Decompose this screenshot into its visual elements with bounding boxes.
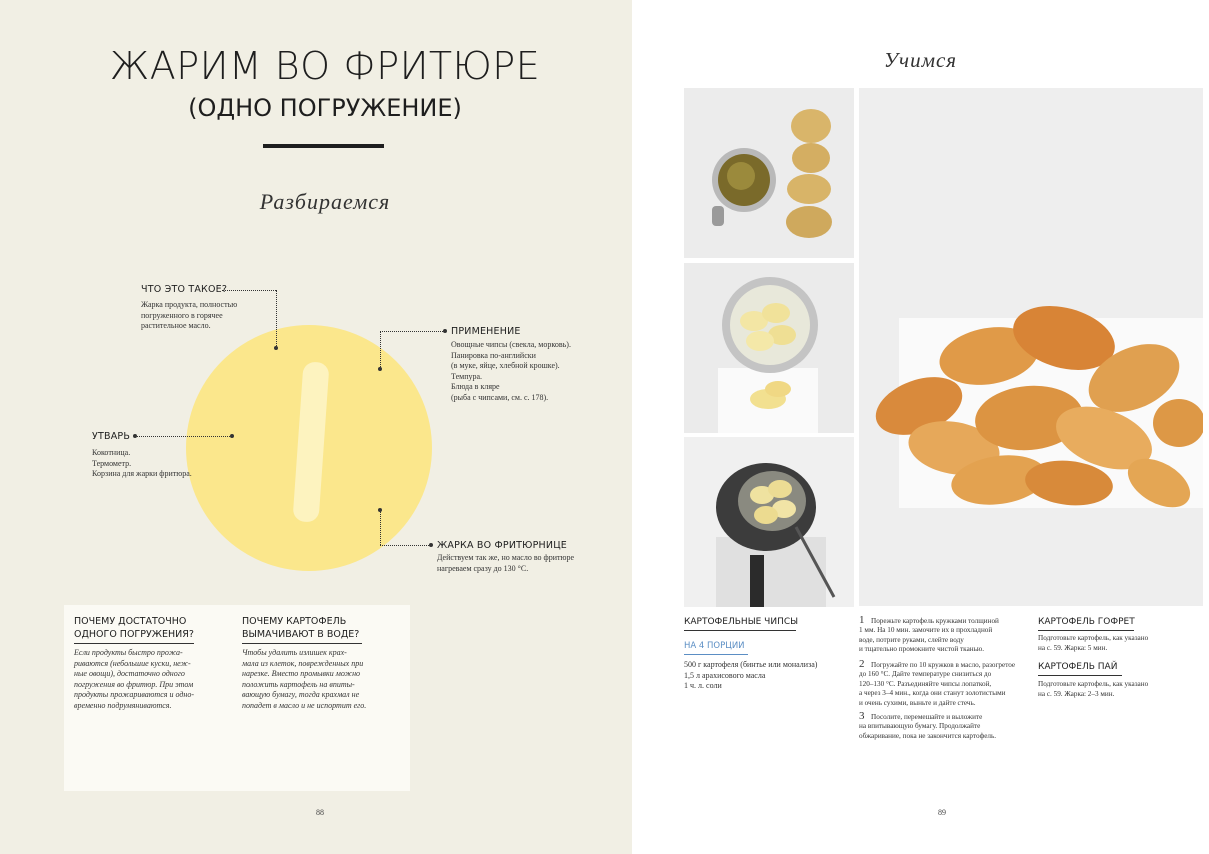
info-text [242,648,392,711]
text-line: мала из клеток, поврежденных при [242,658,364,668]
text-line: погружения во фритюр. При этом [74,679,194,689]
variant-paille-title: КАРТОФЕЛЬ ПАЙ [1038,662,1118,672]
info-column-one-dip [74,615,224,711]
page-subtitle: (ОДНО ПОГРУЖЕНИЕ) [188,94,462,122]
text-line: Действуем так же, но масло во фритюре [437,553,575,562]
text-line: Овощные чипсы (свекла, морковь). [451,340,571,349]
text-line: риваются (небольшие куски, неж- [74,658,191,668]
text-line: Панировка по-английски [451,350,536,360]
step-1-text-cont [859,626,992,655]
text-line: обжаривание, пока не закончится картофель. [859,731,997,740]
text-line: Термометр. [92,458,132,468]
text-line: Посолите, перемешайте и выложите [871,713,983,721]
info-heading [74,615,224,641]
text-line: Жарка продукта, полностью [141,300,238,309]
ingredient-item: 1 ч. л. соли [684,681,722,690]
callout-fryer-text [437,553,574,574]
callout-tools-text [92,448,192,480]
leader-line [137,436,232,437]
text-line: погруженного в горячее [141,310,223,320]
leader-line [380,545,431,546]
text-line: а через 3–4 мин., когда они станут золотистыми [859,689,1006,697]
text-line: Подготовьте картофель, как указано [1038,680,1149,688]
callout-usage-text [451,340,571,403]
text-line: Блюда в кляре [451,382,500,391]
text-line: Порежьте картофель кружками толщиной [871,617,999,625]
text-line: на впитывающую бумагу. Продолжайте [859,722,981,730]
heading-underline [242,643,362,644]
leader-line [276,290,277,348]
info-heading [242,615,392,641]
text-line: вающую бумагу, тогда крахмал не [242,690,360,699]
variant-underline [1038,675,1122,676]
heading-line: ПОЧЕМУ ДОСТАТОЧНО [74,616,187,627]
text-line: нагреваем сразу до 130 °С. [437,563,529,573]
text-line: временно подрумяниваются. [74,700,172,710]
variant-gaufrette-title: КАРТОФЕЛЬ ГОФРЕТ [1038,617,1135,627]
text-line: Подготовьте картофель, как указано [1038,634,1149,642]
leader-dot [230,434,234,438]
variant-gaufrette-text [1038,634,1148,653]
text-line: и очень сухими, выньте и дайте стечь. [859,698,976,707]
text-line: ные овощи), достаточно одного [74,669,185,678]
text-line: Темпура. [451,371,483,381]
photo-finished-chips [859,88,1203,606]
heading-underline [74,643,194,644]
photo-frying-basket [684,437,854,607]
text-line: и тщательно промокните чистой тканью. [859,645,985,653]
leader-dot [274,346,278,350]
callout-what-text [141,300,237,332]
frying-diagram [0,0,632,600]
text-line: 120–130 °С. Разъединяйте чипсы лопаткой, [859,679,992,688]
leader-line [380,331,381,369]
text-line: (в муке, яйце, хлебной крошке). [451,361,560,370]
right-page [632,0,1209,854]
text-line: нарезке. Вместо промывки можно [242,669,361,678]
photo-soaked-slices-image [684,263,854,433]
page-number-right: 89 [938,808,946,817]
step-number: 3 [859,710,865,722]
heading-line: ПОЧЕМУ КАРТОФЕЛЬ [242,616,347,627]
variant-paille-text [1038,680,1148,699]
text-line: Корзина для жарки фритюра. [92,469,192,478]
leader-dot [378,367,382,371]
text-line: положить картофель на впиты- [242,679,355,689]
ingredients-list [684,660,817,692]
callout-usage-heading: ПРИМЕНЕНИЕ [451,326,521,337]
step-number: 1 [859,614,865,626]
section-title-uchimsya: Учимся [883,48,958,72]
text-line: 1 мм. На 10 мин. замочите их в прохладной [859,626,993,634]
photo-potatoes-and-oil [684,88,854,258]
heading-line: ОДНОГО ПОГРУЖЕНИЯ? [74,629,194,640]
photo-potatoes-and-oil-image [684,88,854,258]
step-2-text-cont [859,670,1005,708]
callout-tools-heading: УТВАРЬ [92,431,131,442]
recipe-title: КАРТОФЕЛЬНЫЕ ЧИПСЫ [684,617,799,627]
page-title: ЖАРИМ ВО ФРИТЮРЕ [109,44,541,88]
leader-line [222,290,276,291]
text-line: попадет в масло и не испортит его. [242,700,367,710]
photo-frying-basket-image [684,437,854,607]
ingredient-item: 500 г картофеля (бинтье или монализа) [684,660,818,669]
text-line: (рыба с чипсами, см. с. 178). [451,392,549,402]
info-box [64,605,410,791]
recipe-portions: НА 4 ПОРЦИИ [684,641,745,651]
leader-line [380,510,381,545]
info-text [74,648,224,711]
callout-what-heading: ЧТО ЭТО ТАКОЕ? [141,284,228,295]
callout-fryer-heading: ЖАРКА ВО ФРИТЮРНИЦЕ [437,540,567,551]
variant-underline [1038,630,1134,631]
text-line: воде, потрите руками, слейте воду [859,635,964,644]
heading-line: ВЫМАЧИВАЮТ В ВОДЕ? [242,629,360,640]
photo-finished-chips-image [859,88,1203,606]
section-title-razbiraemsya: Разбираемся [259,189,391,214]
leader-line [380,331,445,332]
text-line: растительное масло. [141,321,211,330]
leader-dot [429,543,433,547]
step-number: 2 [859,658,865,670]
text-line: продукты прожариваются и одно- [74,690,195,699]
text-line: Если продукты быстро прожа- [74,648,183,657]
ingredient-item: 1,5 л арахисового масла [684,670,766,680]
text-line: Чтобы удалить излишек крах- [242,648,347,657]
step-3-text-cont [859,722,996,741]
text-line: на с. 59. Жарка: 2–3 мин. [1038,689,1115,698]
text-line: до 160 °С. Дайте температуре снизиться до [859,670,992,678]
text-line: на с. 59. Жарка: 5 мин. [1038,643,1108,652]
photo-soaked-slices [684,263,854,433]
text-line: Погружайте по 10 кружков в масло, разогретое [871,661,1016,669]
recipe-title-underline [684,630,796,631]
leader-dot [443,329,447,333]
page-number-left: 88 [316,808,324,817]
text-line: Кокотница. [92,448,131,457]
info-column-soaking [242,615,392,711]
portions-underline [684,654,748,655]
